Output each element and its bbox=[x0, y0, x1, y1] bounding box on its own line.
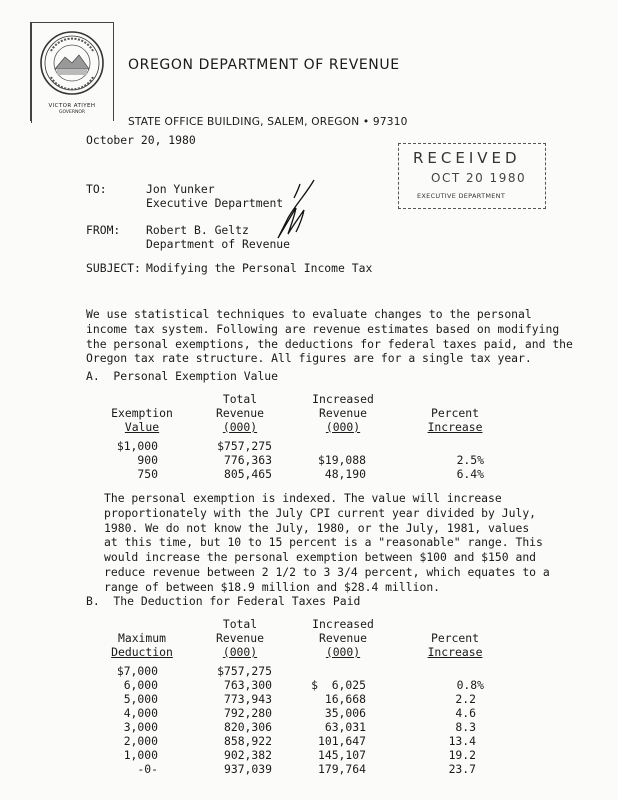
stamp-date: OCT 20 1980 bbox=[431, 171, 527, 185]
table-cell: 820,306 bbox=[223, 720, 272, 734]
table-cell: 1,000 bbox=[123, 748, 158, 762]
subject-text: Modifying the Personal Income Tax bbox=[146, 261, 373, 275]
table-cell: 3,000 bbox=[123, 720, 158, 734]
paragraph-line: would increase the personal exemption between $100 and $150 and bbox=[104, 550, 537, 565]
table-cell: 858,922 bbox=[223, 734, 272, 748]
table-cell: 145,107 bbox=[317, 748, 366, 762]
stamp-received-text: RECEIVED bbox=[413, 149, 521, 167]
table-cell: 63,031 bbox=[324, 720, 366, 734]
table-cell: 763,300 bbox=[223, 678, 272, 692]
paragraph-line: reduce revenue between 2 1/2 to 3 3/4 percent, which equates to a bbox=[104, 564, 550, 579]
section-a-paragraph bbox=[104, 491, 550, 595]
col-header-exemption: Exemption bbox=[111, 406, 173, 420]
table-cell: 937,039 bbox=[223, 762, 272, 776]
intro-line: Oregon tax rate structure. All figures are for a single tax year. bbox=[86, 351, 532, 366]
col-header-increased: Increased bbox=[312, 617, 374, 631]
table-cell: $7,000 bbox=[116, 664, 158, 678]
col-header-deduction: Deduction bbox=[111, 645, 173, 659]
col-header-thousands: (000) bbox=[222, 420, 258, 434]
col-header-percent: Percent bbox=[430, 631, 479, 645]
governor-title: GOVERNOR bbox=[58, 110, 86, 115]
col-header-total: Total bbox=[222, 392, 258, 406]
department-address: STATE OFFICE BUILDING, SALEM, OREGON • 97310 bbox=[128, 116, 408, 128]
table-cell: 5,000 bbox=[123, 692, 158, 706]
table-cell: 900 bbox=[137, 453, 158, 467]
table-cell: 16,668 bbox=[324, 692, 366, 706]
memo-date: October 20, 1980 bbox=[86, 133, 196, 147]
from-name: Robert B. Geltz bbox=[146, 223, 249, 237]
col-header-increased: Increased bbox=[312, 392, 374, 406]
table-cell: 48,190 bbox=[324, 467, 366, 481]
intro-line: the personal exemptions, the deductions for federal taxes paid, and the bbox=[86, 336, 573, 351]
col-header-thousands: (000) bbox=[222, 645, 258, 659]
table-cell: $ 6,025 bbox=[311, 678, 366, 692]
table-cell: 4.6 bbox=[455, 706, 476, 720]
table-cell: 13.4 bbox=[448, 734, 476, 748]
table-cell: 2.2 bbox=[455, 692, 476, 706]
col-header-total: Total bbox=[222, 617, 258, 631]
to-name: Jon Yunker bbox=[146, 182, 215, 196]
table-cell: 2,000 bbox=[123, 734, 158, 748]
table-cell: 4,000 bbox=[123, 706, 158, 720]
col-header-increase: Increase bbox=[427, 645, 483, 659]
table-cell: $1,000 bbox=[116, 439, 158, 453]
paragraph-line: 1980. We do not know the July, 1980, or the July, 1981, values bbox=[104, 520, 530, 535]
paragraph-line: The personal exemption is indexed. The value will increase bbox=[104, 491, 502, 505]
col-header-revenue: Revenue bbox=[318, 631, 367, 645]
col-header-revenue: Revenue bbox=[318, 406, 367, 420]
paragraph-line: proportionately with the July CPI current year divided by July, bbox=[104, 505, 537, 520]
col-header-value: Value bbox=[124, 420, 160, 434]
table-cell: 750 bbox=[137, 467, 158, 481]
table-cell: 19.2 bbox=[448, 748, 476, 762]
signature-initials-icon bbox=[270, 178, 322, 242]
table-cell: 101,647 bbox=[317, 734, 366, 748]
table-cell: 23.7 bbox=[448, 762, 476, 776]
col-header-revenue: Revenue bbox=[215, 631, 264, 645]
table-cell: $757,275 bbox=[217, 439, 272, 453]
col-header-increase: Increase bbox=[427, 420, 483, 434]
table-cell: 805,465 bbox=[223, 467, 272, 481]
governor-name: VICTOR ATIYEH bbox=[48, 103, 96, 109]
section-a-heading: A. Personal Exemption Value bbox=[86, 369, 279, 383]
intro-paragraph bbox=[86, 307, 573, 366]
subject-label: SUBJECT: bbox=[86, 261, 141, 275]
intro-line: income tax system. Following are revenue estimates based on modifying bbox=[86, 321, 560, 336]
col-header-percent: Percent bbox=[430, 406, 479, 420]
table-cell: 0.8% bbox=[456, 678, 484, 692]
to-department: Executive Department bbox=[146, 196, 284, 210]
table-cell: 8.3 bbox=[455, 720, 476, 734]
col-header-revenue: Revenue bbox=[215, 406, 264, 420]
from-department: Department of Revenue bbox=[146, 237, 291, 251]
to-label: TO: bbox=[86, 182, 107, 196]
col-header-thousands: (000) bbox=[325, 645, 361, 659]
table-cell: 6,000 bbox=[123, 678, 158, 692]
intro-line: We use statistical techniques to evaluate changes to the personal bbox=[86, 307, 532, 321]
paragraph-line: at this time, but 10 to 15 percent is a "reasonable" range. This bbox=[104, 535, 543, 550]
table-cell: $19,088 bbox=[317, 453, 366, 467]
table-cell: 792,280 bbox=[223, 706, 272, 720]
table-cell: 2.5% bbox=[456, 453, 484, 467]
from-label: FROM: bbox=[86, 223, 121, 237]
table-cell: 776,363 bbox=[223, 453, 272, 467]
table-cell: -0- bbox=[137, 762, 158, 776]
table-cell: 773,943 bbox=[223, 692, 272, 706]
table-cell: 35,006 bbox=[324, 706, 366, 720]
stamp-department: EXECUTIVE DEPARTMENT bbox=[417, 192, 506, 200]
table-cell: $757,275 bbox=[217, 664, 272, 678]
table-cell: 6.4% bbox=[456, 467, 484, 481]
col-header-maximum: Maximum bbox=[117, 631, 166, 645]
department-title: OREGON DEPARTMENT OF REVENUE bbox=[128, 57, 400, 73]
paragraph-line: range of between $18.9 million and $28.4 million. bbox=[104, 579, 441, 594]
table-cell: 179,764 bbox=[317, 762, 366, 776]
state-seal-icon bbox=[39, 29, 105, 99]
col-header-thousands: (000) bbox=[325, 420, 361, 434]
governor-seal-box bbox=[30, 22, 114, 121]
section-b-heading: B. The Deduction for Federal Taxes Paid bbox=[86, 594, 361, 608]
received-stamp bbox=[398, 143, 546, 209]
table-cell: 902,382 bbox=[223, 748, 272, 762]
